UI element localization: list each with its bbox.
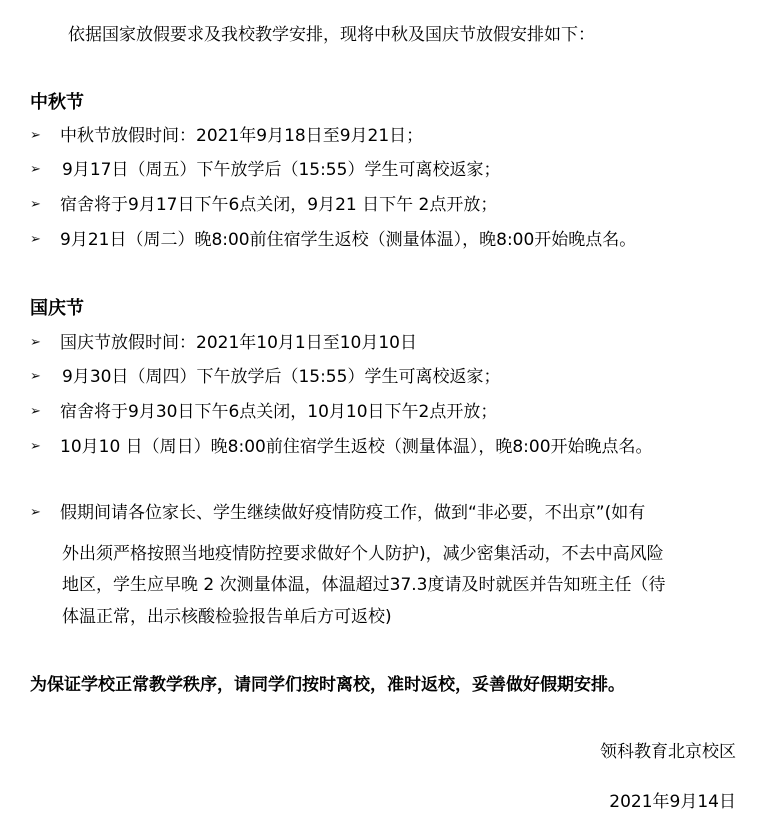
arrow-bullet-icon: ➢ (30, 505, 41, 520)
bullet-text: 宿舍将于9月30日下午6点关闭，10月10日下午2点开放； (60, 402, 498, 422)
bullet-text: 中秋节放假时间：2021年9月18日至9月21日； (60, 126, 424, 146)
signature: 领科教育北京校区 (600, 742, 736, 762)
notice-line: 外出须严格按照当地疫情防控要求做好个人防护)，减少密集活动，不去中高风险 (62, 544, 664, 564)
arrow-bullet-icon: ➢ (30, 197, 41, 212)
bullet-text: 9月21日（周二）晚8:00前住宿学生返校（测量体温），晚8:00开始晚点名。 (60, 230, 637, 250)
closing-statement: 为保证学校正常教学秩序，请同学们按时离校，准时返校，妥善做好假期安排。 (30, 675, 625, 695)
arrow-bullet-icon: ➢ (30, 439, 41, 454)
arrow-bullet-icon: ➢ (30, 404, 41, 419)
notice-line: 假期间请各位家长、学生继续做好疫情防疫工作，做到“非必要，不出京”(如有 (60, 503, 646, 523)
bullet-text: 宿舍将于9月17日下午6点关闭，9月21 日下午 2点开放； (60, 195, 498, 215)
section-heading-mid-autumn: 中秋节 (30, 92, 84, 113)
arrow-bullet-icon: ➢ (30, 335, 41, 350)
arrow-bullet-icon: ➢ (30, 232, 41, 247)
bullet-text: 9月30日（周四）下午放学后（15:55）学生可离校返家； (62, 367, 501, 387)
bullet-text: 国庆节放假时间：2021年10月1日至10月10日 (60, 333, 417, 353)
arrow-bullet-icon: ➢ (30, 162, 41, 177)
bullet-text: 10月10 日（周日）晚8:00前住宿学生返校（测量体温），晚8:00开始晚点名。 (60, 437, 653, 457)
bullet-text: 9月17日（周五）下午放学后（15:55）学生可离校返家； (62, 160, 501, 180)
notice-line: 体温正常，出示核酸检验报告单后方可返校) (62, 607, 392, 627)
arrow-bullet-icon: ➢ (30, 369, 41, 384)
section-heading-national-day: 国庆节 (30, 298, 84, 319)
intro-paragraph: 依据国家放假要求及我校教学安排，现将中秋及国庆节放假安排如下： (68, 25, 595, 45)
arrow-bullet-icon: ➢ (30, 128, 41, 143)
date: 2021年9月14日 (609, 792, 736, 812)
notice-line: 地区，学生应早晚 2 次测量体温，体温超过37.3度请及时就医并告知班主任（待 (62, 575, 666, 595)
